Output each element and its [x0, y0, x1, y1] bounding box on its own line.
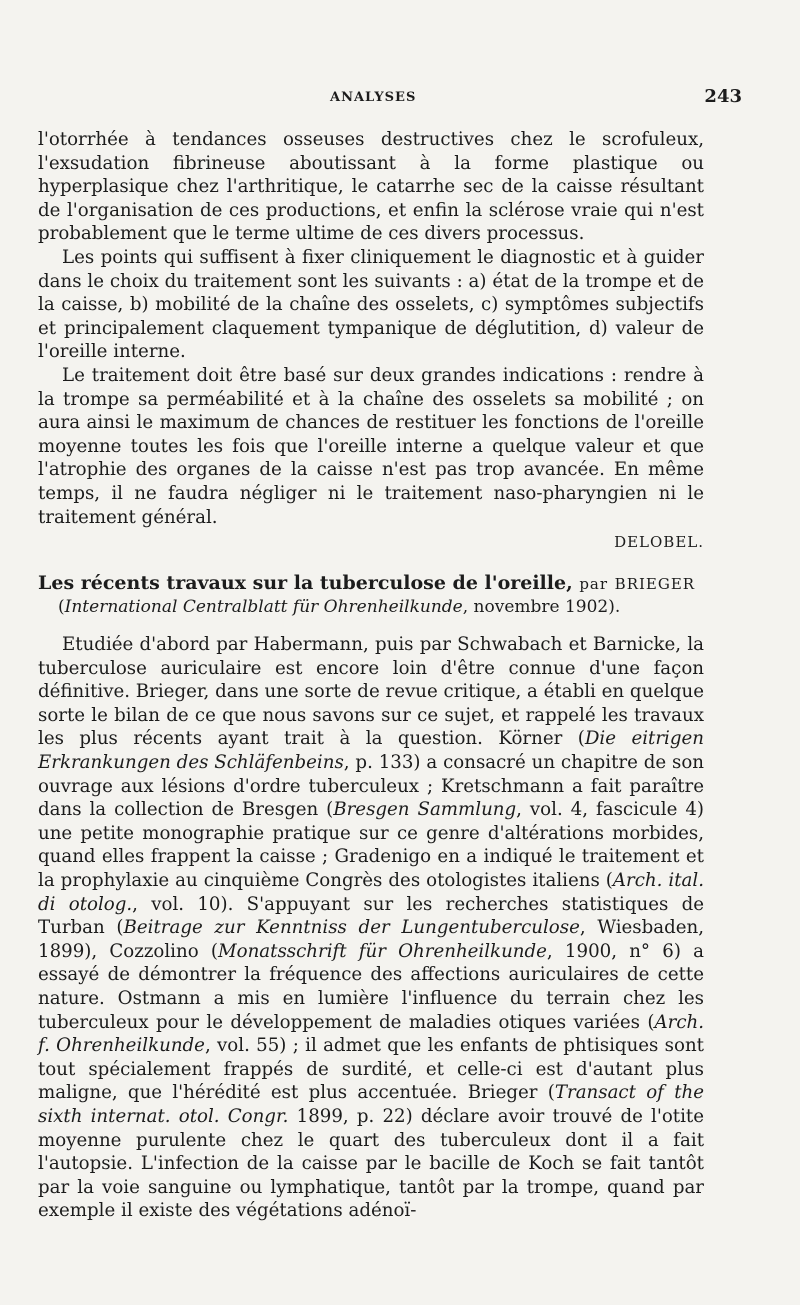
- page-body: [38, 128, 704, 1223]
- cited-title: Transact of the sixth internat. otol. Congr.: [38, 1082, 704, 1127]
- page-number: 243: [704, 86, 742, 107]
- article-author: BRIEGER: [614, 575, 696, 594]
- body-text: 1899, p. 22) déclare avoir trouvé de l'otite moyenne purulente chez le quart des tuberculeux dont il a fait l'autopsie. L'infection de la caisse par le bacille de Koch se fait tantôt par la voie sanguine ou lymphatique, tantôt par la trompe, quand par exemple il existe des végétations adénoï-: [38, 1105, 704, 1222]
- cited-title: Arch. f. Ohrenheilkunde: [38, 1011, 704, 1057]
- article-source: (International Centralblatt für Ohrenheilkunde, novembre 1902).: [58, 597, 621, 618]
- body-text: , vol. 55) ; il admet que les enfants de phtisiques sont tout spécialement frappés de surdité, et celle-ci est d'autant plus maligne, que l'hérédité est plus accentuée. Brieger (: [38, 1035, 704, 1104]
- paragraph-treatment: Le traitement doit être basé sur deux grandes indications : rendre à la trompe sa perméabilité et à la chaîne des osselets sa mobilité ; on aura ainsi le maximum de chances de restituer les fonctions de l'oreille moyenne toutes les fois que l'oreille interne a quelque valeur et que l'atrophie des organes de la caisse n'est pas trop avancée. En même temps, il ne faudra négliger ni le traitement naso-pharyngien ni le traitement général.: [38, 364, 704, 528]
- article-title-text: Les récents travaux sur la tuberculose de l'oreille,: [38, 572, 573, 595]
- body-text: , 1900, n° 6) a essayé de démontrer la fréquence des affections auriculaires de cette nature. Ostmann a mis en lumière l'influence du terrain chez les tuberculeux pour le développement de maladies otiques variées (: [38, 940, 704, 1033]
- body-text: , vol. 4, fascicule 4) une petite monographie pratique sur ce genre d'altérations morbides, quand elles frappent la caisse ; Gradenigo en a indiqué le traitement et la prophylaxie au cinquième Congrès des otologistes italiens (: [38, 799, 704, 892]
- source-journal: International Centralblatt für Ohrenheilkunde: [64, 597, 463, 618]
- cited-title: Arch. ital. di otolog.: [38, 870, 705, 915]
- cited-title: Monatsschrift für Ohrenheilkunde: [218, 940, 547, 962]
- cited-title: Bresgen Sammlung: [333, 799, 517, 821]
- cited-title: Beitrage zur Kenntniss der Lungentuberculose: [123, 917, 580, 939]
- body-text: , p. 133) a consacré un chapitre de son ouvrage aux lésions d'ordre tuberculeux ; Kretschmann a fait paraître dans la collection de Bresgen (: [38, 752, 705, 821]
- paragraph-diagnostic: Les points qui suffisent à fixer cliniquement le diagnostic et à guider dans le choix du traitement sont les suivants : a) état de la trompe et de la caisse, b) mobilité de la chaîne des osselets, c) symptômes subjectifs et principalement claquement tympanique de déglutition, d) valeur de l'oreille interne.: [38, 246, 704, 363]
- body-text: , vol. 10). S'appuyant sur les recherches statistiques de Turban (: [38, 893, 704, 939]
- document-page: [38, 0, 750, 1305]
- running-head: ANALYSES: [330, 90, 417, 105]
- body-text: Etudiée d'abord par Habermann, puis par Schwabach et Barnicke, la tuberculose auriculaire est encore loin d'être connue d'une façon définitive. Brieger, dans une sorte de revue critique, a établi en quelque sorte le bilan de ce que nous savons sur ce sujet, et rappelé les travaux les plus récents ayant trait à la question. Körner (: [38, 634, 704, 750]
- page-header: [38, 86, 750, 110]
- source-date: , novembre 1902).: [462, 597, 621, 618]
- cited-title: Die eitrigen Erkrankungen des Schläfenbeins: [38, 728, 704, 774]
- article-title: [38, 571, 704, 596]
- article-by: par: [579, 575, 609, 594]
- paragraph-continued: l'otorrhée à tendances osseuses destructives chez le scrofuleux, l'exsudation fibrineuse aboutissant à la forme plastique ou hyperplasique chez l'arthritique, le catarrhe sec de la caisse résultant de l'organisation de ces productions, et enfin la sclérose vraie qui n'est probablement que le terme ultime de ces divers processus.: [38, 129, 704, 245]
- author-signature: DELOBEL.: [614, 533, 704, 552]
- body-text: , Wiesbaden, 1899), Cozzolino (: [38, 917, 704, 962]
- article-body: [38, 633, 704, 1223]
